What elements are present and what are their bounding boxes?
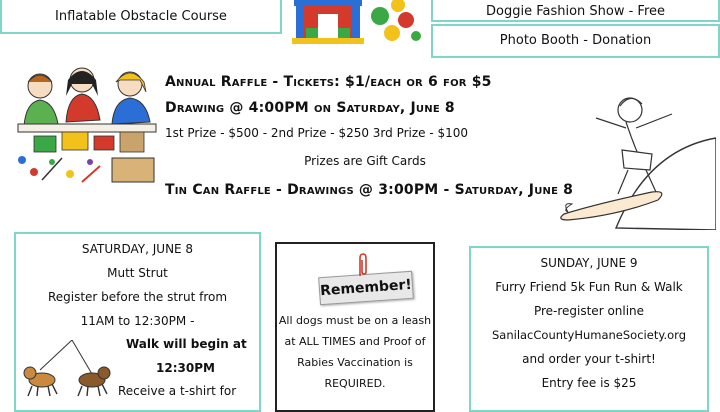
entry-fee-text: Entry fee is $25: [541, 376, 637, 390]
raffle-drawing: Drawing @ 4:00PM on Saturday, June 8: [165, 100, 455, 116]
remember-line-1: All dogs must be on a leash: [278, 314, 432, 327]
doggie-fashion-text: Doggie Fashion Show - Free: [485, 4, 666, 19]
sunday-box: [469, 246, 709, 412]
walking-dogs-illustration: [22, 340, 118, 400]
top-left-box: [0, 0, 282, 34]
fun-run-title: Furry Friend 5k Fun Run & Walk: [495, 280, 683, 294]
paperclip-icon: [356, 252, 370, 278]
walk-begin-text: Walk will begin at: [126, 337, 247, 351]
surfing-boy-illustration: [556, 80, 716, 230]
remember-line-4: REQUIRED.: [324, 377, 386, 390]
photo-booth-text: Photo Booth - Donation: [499, 33, 652, 48]
obstacle-course-text: Inflatable Obstacle Course: [55, 9, 227, 24]
tin-can-raffle: Tin Can Raffle - Drawings @ 3:00PM - Saturday, June 8: [165, 182, 574, 198]
saturday-date: SATURDAY, JUNE 8: [81, 242, 194, 256]
remember-line-2: at ALL TIMES and Proof of: [284, 335, 426, 348]
order-tshirt-text: and order your t-shirt!: [522, 352, 656, 366]
remember-badge-text: Remember!: [319, 276, 413, 300]
register-text: Register before the strut from: [47, 290, 228, 304]
walk-begin-time: 12:30PM: [156, 361, 215, 375]
sunday-date: SUNDAY, JUNE 9: [540, 256, 638, 270]
raffle-gift-cards: Prizes are Gift Cards: [304, 154, 426, 168]
remember-box: [275, 242, 435, 412]
mutt-strut-title: Mutt Strut: [107, 266, 168, 280]
raffle-prizes: 1st Prize - $500 - 2nd Prize - $250 3rd Prize - $100: [165, 126, 469, 140]
top-right-box-2: [431, 24, 720, 58]
colored-balls-icon: [368, 0, 424, 42]
website-link[interactable]: SanilacCountyHumaneSociety.org: [491, 328, 687, 342]
raffle-title: Annual Raffle - Tickets: $1/each or 6 for $5: [165, 74, 492, 90]
remember-line-3: Rabies Vaccination is: [297, 356, 413, 369]
top-right-box-1: [431, 0, 720, 22]
register-time: 11AM to 12:30PM -: [80, 314, 195, 328]
receive-tshirt: Receive a t-shirt for: [118, 384, 237, 398]
preregister-text: Pre-register online: [533, 304, 645, 318]
kids-crafting-illustration: [12, 62, 162, 190]
bounce-house-icon: [292, 0, 364, 44]
